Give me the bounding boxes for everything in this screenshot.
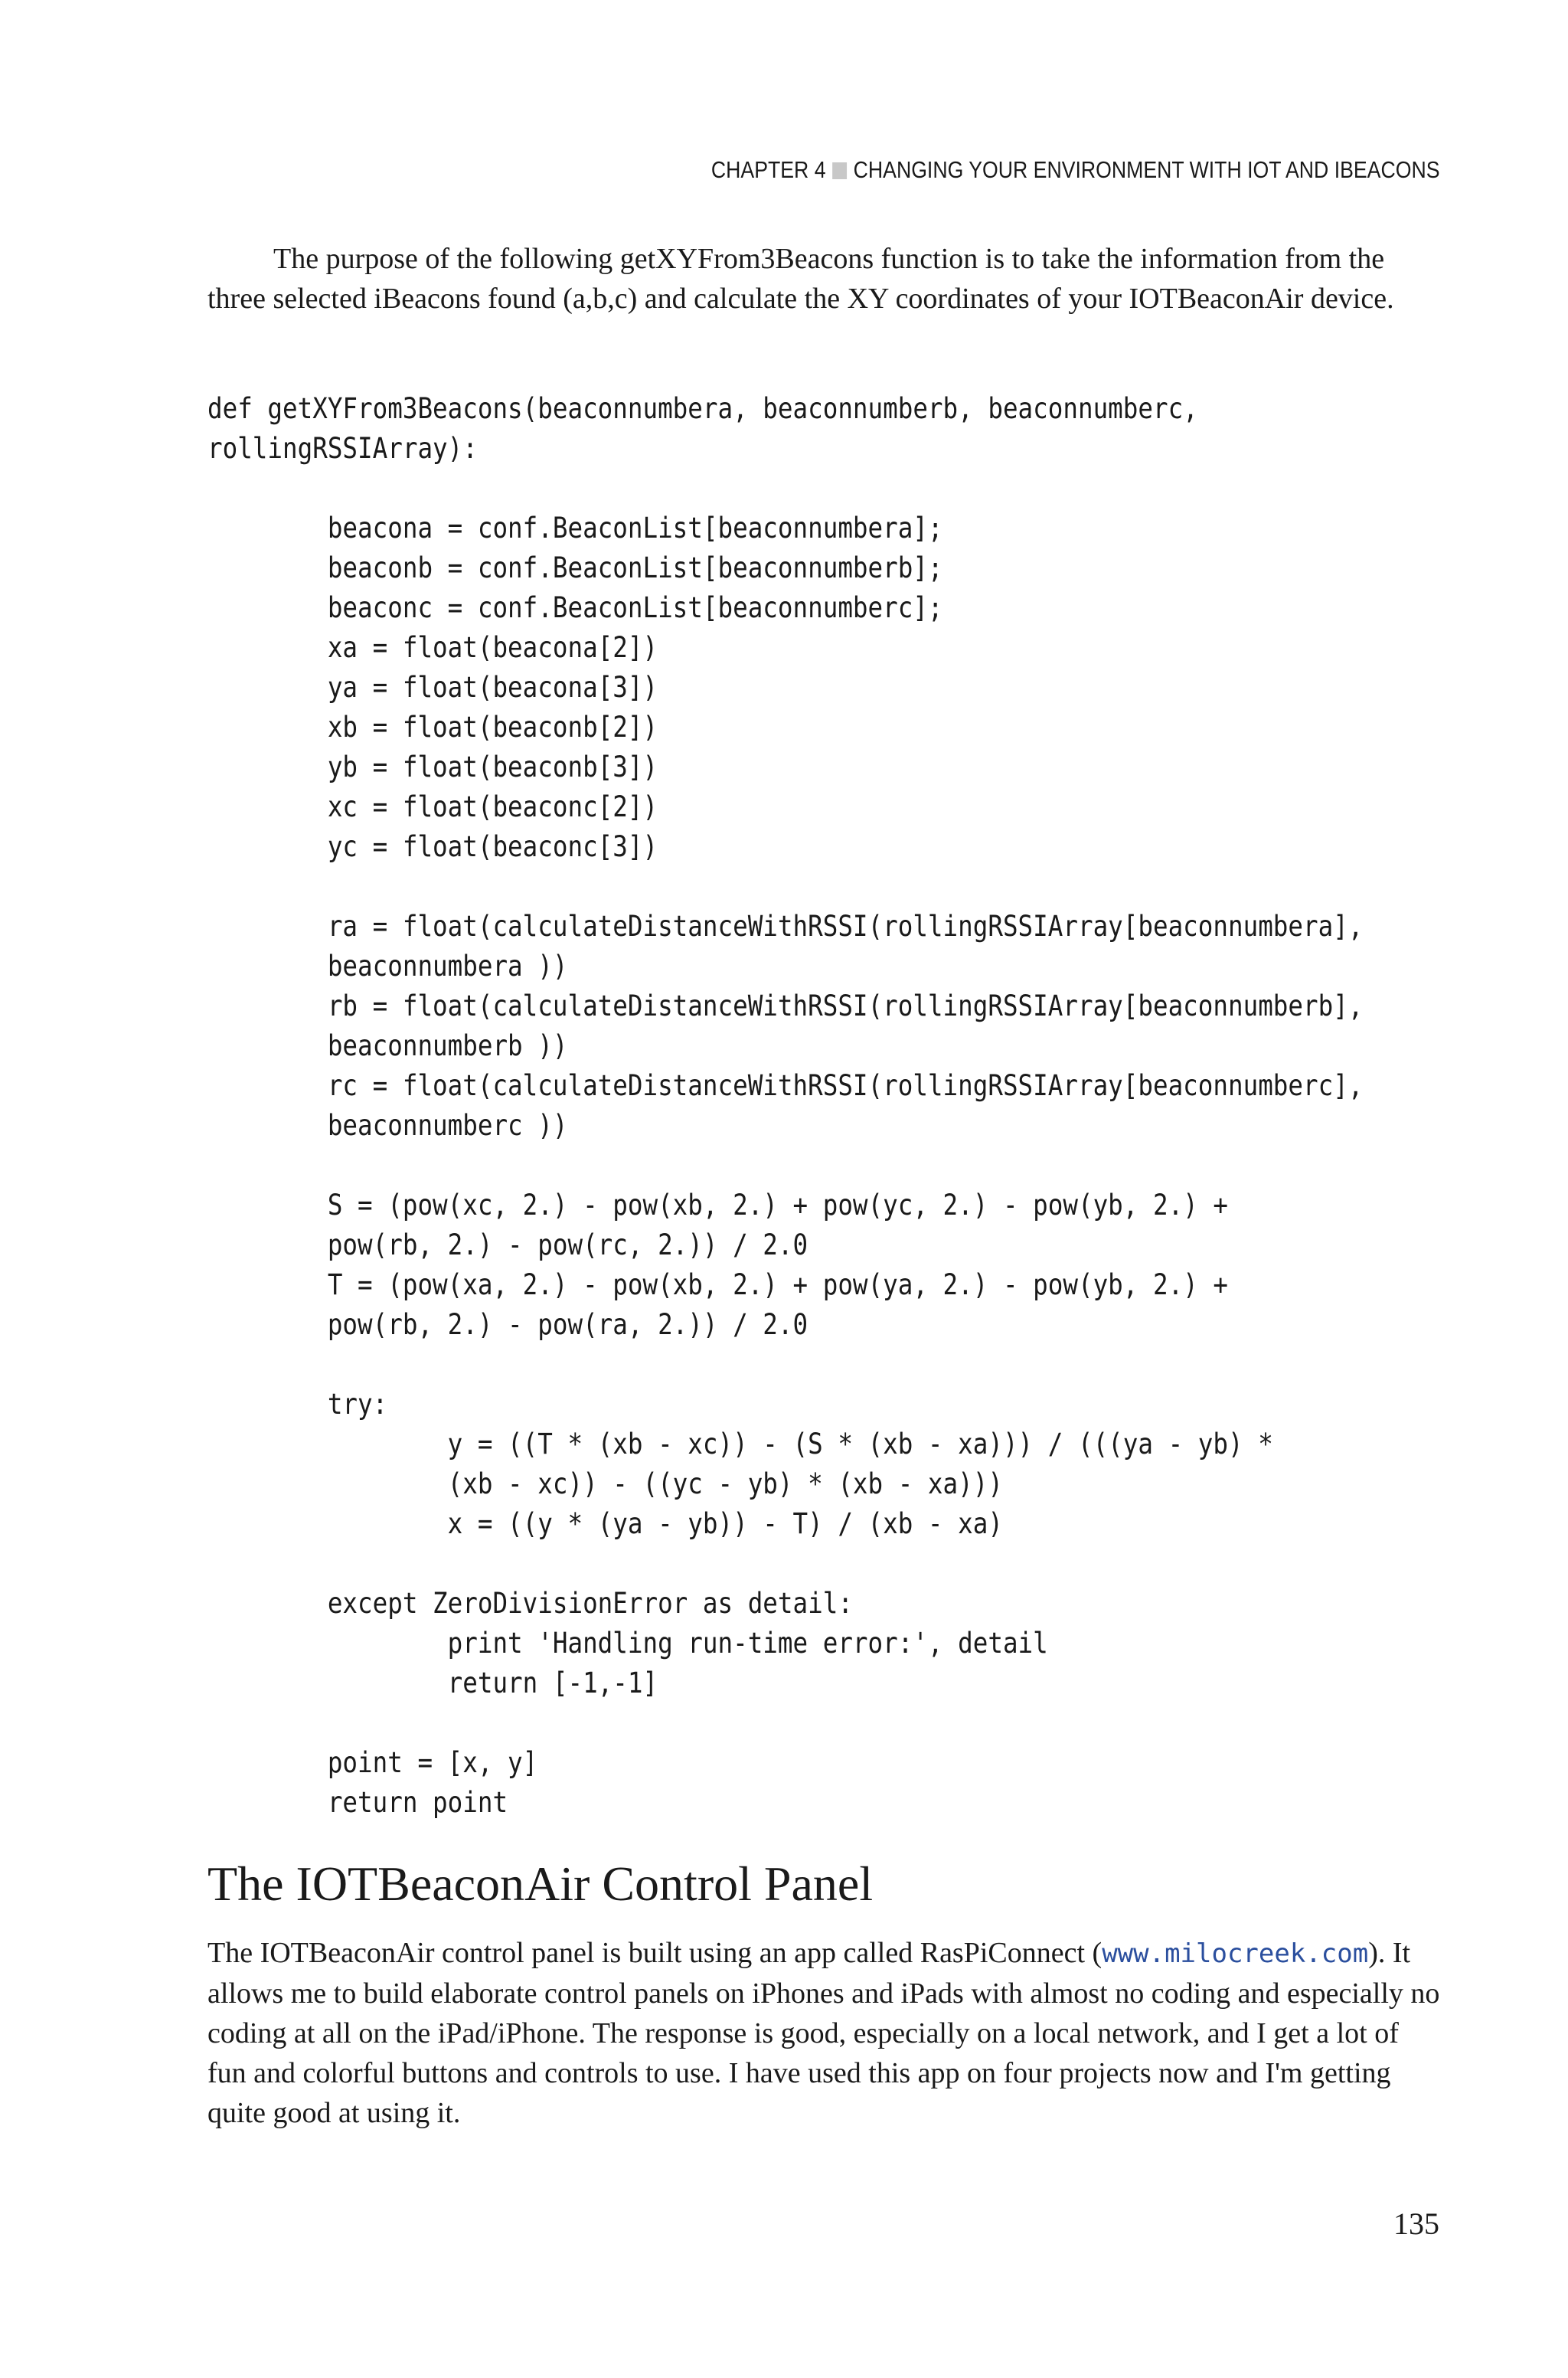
- milocreek-link[interactable]: www.milocreek.com: [1102, 1938, 1369, 1969]
- code-listing: def getXYFrom3Beacons(beaconnumbera, beaconnumberb, beaconnumberc, rollingRSSIArray): beacona = conf.BeaconList[beaconnumbera]; beaconb = conf.BeaconList[beaconnumberb]; beaconc = conf.BeaconList[beaconnumberc]; xa = float(beacona[2]) ya = float(beacona[3]) xb = float(beaconb[2]) yb = float(beaconb[3]) xc = float(beaconc[2]) yc = float(beaconc[3]) ra = float(calculateDistanceWithRSSI(rollingRSSIArray[beaconnumbera], beaconnumbera )) rb = float(calculateDistanceWithRSSI(rollingRSSIArray[beaconnumberb], beaconnumberb )) rc = float(calculateDistanceWithRSSI(rollingRSSIArray[beaconnumberc], beaconnumberc )) S = (pow(xc, 2.) - pow(xb, 2.) + pow(yc, 2.) - pow(yb, 2.) + pow(rb, 2.) - pow(rc, 2.)) / 2.0 T = (pow(xa, 2.) - pow(xb, 2.) + pow(ya, 2.) - pow(yb, 2.) + pow(rb, 2.) - pow(ra, 2.)) / 2.0 try: y = ((T * (xb - xc)) - (S * (xb - xa))) / (((ya - yb) * (xb - xc)) - ((yc - yb) * (xb - xa))) x = ((y * (ya - yb)) - T) / (xb - xa) except ZeroDivisionError as detail: print 'Handling run-time error:', detail return [-1,-1] point = [x, y] return point: [207, 392, 1364, 1819]
- section-heading: The IOTBeaconAir Control Panel: [207, 1856, 874, 1911]
- section-paragraph: [207, 1933, 1440, 2133]
- chapter-title: CHANGING YOUR ENVIRONMENT WITH IOT AND IBEACONS: [853, 156, 1439, 183]
- page-number: 135: [1393, 2206, 1439, 2241]
- paragraph-text-end: ). It allows me to build elaborate control panels on iPhones and iPads with almost no coding and especially no coding at all on the iPad/iPhone. The response is good, especially on a local network, and I get a lot of fun and colorful buttons and controls to use. I have used this app on four projects now and I'm getting quite good at using it.: [207, 1937, 1440, 2129]
- header-separator: [832, 162, 847, 179]
- paragraph-text-start: The IOTBeaconAir control panel is built using an app called RasPiConnect (: [207, 1937, 1102, 1969]
- intro-paragraph: The purpose of the following getXYFrom3Beacons function is to take the information from the three selected iBeacons found (a,b,c) and calculate the XY coordinates of your IOTBeaconAir device.: [207, 243, 1394, 315]
- running-header: [710, 156, 1439, 184]
- chapter-label: CHAPTER 4: [710, 156, 826, 183]
